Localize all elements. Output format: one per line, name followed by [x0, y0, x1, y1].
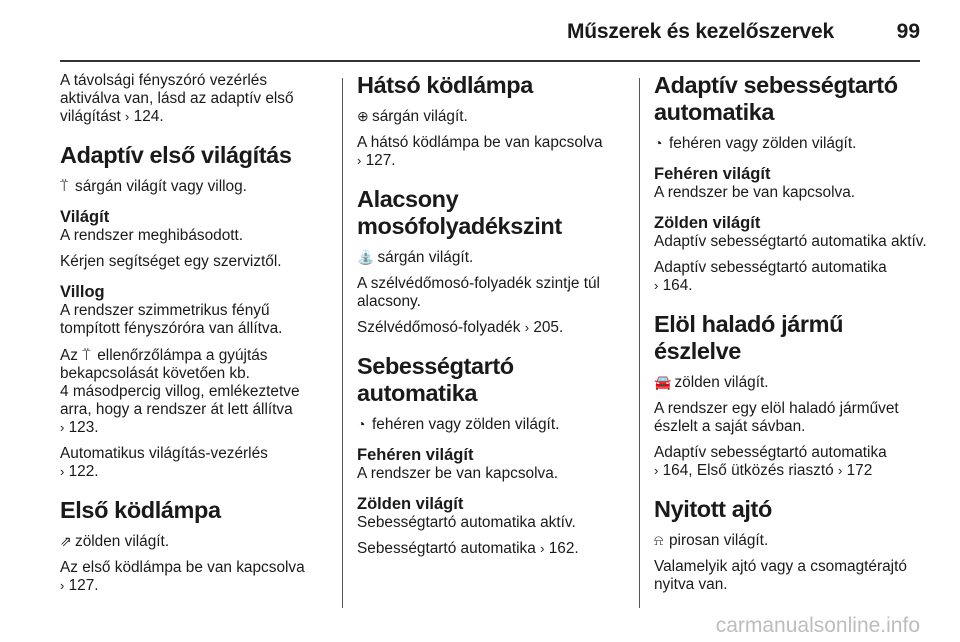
- text: Az első ködlámpa be van kapcsolva: [60, 559, 305, 576]
- paragraph: Sebességtartó automatika aktív.: [357, 514, 576, 531]
- subsection-title: Világít: [60, 208, 110, 226]
- column-divider: [639, 78, 640, 608]
- rear-fog-icon: ⊕: [357, 108, 369, 124]
- page-ref-icon: ›: [357, 153, 362, 168]
- status-text: sárgán világít vagy villog.: [75, 178, 247, 195]
- page-ref[interactable]: 127.: [365, 152, 396, 169]
- page-ref[interactable]: 164.: [662, 277, 693, 294]
- status-text: fehéren vagy zölden világít.: [372, 416, 560, 433]
- paragraph: Adaptív sebességtartó automatika aktív.: [654, 233, 927, 250]
- page-ref-icon: ›: [654, 278, 659, 293]
- page-ref[interactable]: 123.: [68, 419, 99, 436]
- text: ellenőrzőlámpa a gyújtás bekapcsolását követően kb.: [60, 347, 268, 382]
- column-3: [654, 72, 934, 602]
- page-ref[interactable]: 205.: [533, 319, 564, 336]
- paragraph: [60, 445, 330, 481]
- status-line: [654, 134, 934, 153]
- paragraph: A rendszer be van kapcsolva.: [654, 184, 856, 201]
- cruise-control-icon: ◔: [654, 135, 663, 151]
- status-line: [357, 415, 627, 434]
- page-ref[interactable]: 127.: [68, 577, 99, 594]
- text: Automatikus világítás-vezérlés: [60, 445, 268, 462]
- door-open-icon: ⍾: [654, 532, 664, 548]
- paragraph: [60, 559, 330, 595]
- page-ref-icon: ›: [654, 463, 659, 478]
- watermark: carmanualsonline.info: [715, 614, 920, 637]
- status-line: [654, 373, 934, 392]
- paragraph: A rendszer meghibásodott.: [60, 227, 244, 244]
- page-ref-icon: ›: [540, 541, 545, 556]
- text: 4 másodpercig villog, emlékeztetve arra, hogy a rendszer át lett állítva: [60, 383, 300, 418]
- column-2: [357, 72, 627, 566]
- section-title: Adaptív első világítás: [60, 142, 292, 168]
- paragraph: A rendszer be van kapcsolva.: [357, 465, 559, 482]
- section-title: [654, 72, 934, 126]
- title-line: mosófolyadékszint: [357, 213, 562, 239]
- cruise-control-icon: ◔: [357, 416, 366, 432]
- status-text: fehéren vagy zölden világít.: [669, 135, 857, 152]
- subsection-title: Zölden világít: [357, 495, 464, 513]
- page-ref-icon: ›: [524, 320, 530, 335]
- vehicle-ahead-icon: 🚘: [654, 374, 672, 390]
- title-line: automatika: [654, 99, 775, 125]
- paragraph: [60, 346, 330, 437]
- column-1: [60, 72, 330, 603]
- page-ref-icon: ›: [60, 464, 65, 479]
- subsection-title: Zölden világít: [654, 214, 761, 232]
- section-title: Első ködlámpa: [60, 497, 221, 523]
- status-line: [60, 532, 330, 551]
- status-line: [60, 177, 330, 196]
- section-title: [357, 186, 627, 240]
- intro-paragraph: [60, 72, 330, 126]
- text: Szélvédőmosó-folyadék: [357, 319, 521, 336]
- subsection-title: Villog: [60, 283, 105, 301]
- status-text: pirosan világít.: [669, 532, 769, 549]
- intro-text: A távolsági fényszóró vezérlés aktiválva van, lásd az adaptív első világítást: [60, 72, 294, 125]
- section-title: Nyitott ajtó: [654, 496, 772, 522]
- page-ref[interactable]: 164, Első ütközés riasztó: [662, 462, 834, 479]
- page-number: 99: [896, 20, 920, 43]
- text: Adaptív sebességtartó automatika: [654, 259, 887, 276]
- adaptive-light-icon: ⍡: [82, 347, 91, 363]
- column-divider: [342, 78, 343, 608]
- page-ref[interactable]: 124.: [133, 108, 164, 125]
- paragraph: [357, 540, 627, 558]
- section-title: Sebességtartó automatika: [357, 353, 514, 406]
- page-ref-icon: ›: [838, 463, 843, 478]
- page-ref-icon: ›: [60, 420, 65, 435]
- page-ref[interactable]: 172: [846, 462, 873, 479]
- front-fog-icon: ⇗: [60, 533, 72, 549]
- section-title: Elöl haladó jármű észlelve: [654, 311, 844, 364]
- washer-fluid-icon: ⛲: [357, 249, 375, 265]
- paragraph: [654, 444, 934, 480]
- paragraph: A rendszer szimmetrikus fényű tompított fényszóróra van állítva.: [60, 302, 283, 337]
- paragraph: [357, 319, 627, 337]
- title-line: Alacsony: [357, 186, 459, 212]
- text: A hátsó ködlámpa be van kapcsolva: [357, 134, 603, 151]
- paragraph: [654, 259, 934, 295]
- status-text: zölden világít.: [674, 374, 769, 391]
- status-text: sárgán világít.: [377, 249, 474, 266]
- page-header-title: Műszerek és kezelőszervek: [566, 20, 834, 43]
- page-ref-icon: ›: [125, 109, 130, 124]
- title-line: Adaptív sebességtartó: [654, 72, 898, 98]
- status-text: zölden világít.: [75, 533, 170, 550]
- subsection-title: Fehéren világít: [357, 446, 474, 464]
- text: Az: [60, 347, 78, 364]
- section-title: Hátsó ködlámpa: [357, 72, 533, 98]
- paragraph: A rendszer egy elöl haladó járművet észlelt a saját sávban.: [654, 400, 899, 435]
- paragraph: Kérjen segítséget egy szerviztől.: [60, 253, 282, 270]
- text: Sebességtartó automatika: [357, 540, 536, 557]
- status-line: [654, 531, 934, 550]
- paragraph: [357, 134, 627, 170]
- status-line: [357, 248, 627, 267]
- page-ref-icon: ›: [60, 578, 65, 593]
- page-ref[interactable]: 122.: [68, 463, 99, 480]
- text: Adaptív sebességtartó automatika: [654, 444, 887, 461]
- header-rule: [60, 60, 920, 62]
- subsection-title: Fehéren világít: [654, 165, 771, 183]
- adaptive-light-icon: ⍡: [60, 178, 69, 194]
- status-text: sárgán világít.: [372, 108, 468, 125]
- paragraph: Valamelyik ajtó vagy a csomagtérajtó nyitva van.: [654, 558, 907, 593]
- page-ref[interactable]: 162.: [548, 540, 579, 557]
- status-line: [357, 107, 627, 126]
- paragraph: A szélvédőmosó-folyadék szintje túl alacsony.: [357, 275, 600, 310]
